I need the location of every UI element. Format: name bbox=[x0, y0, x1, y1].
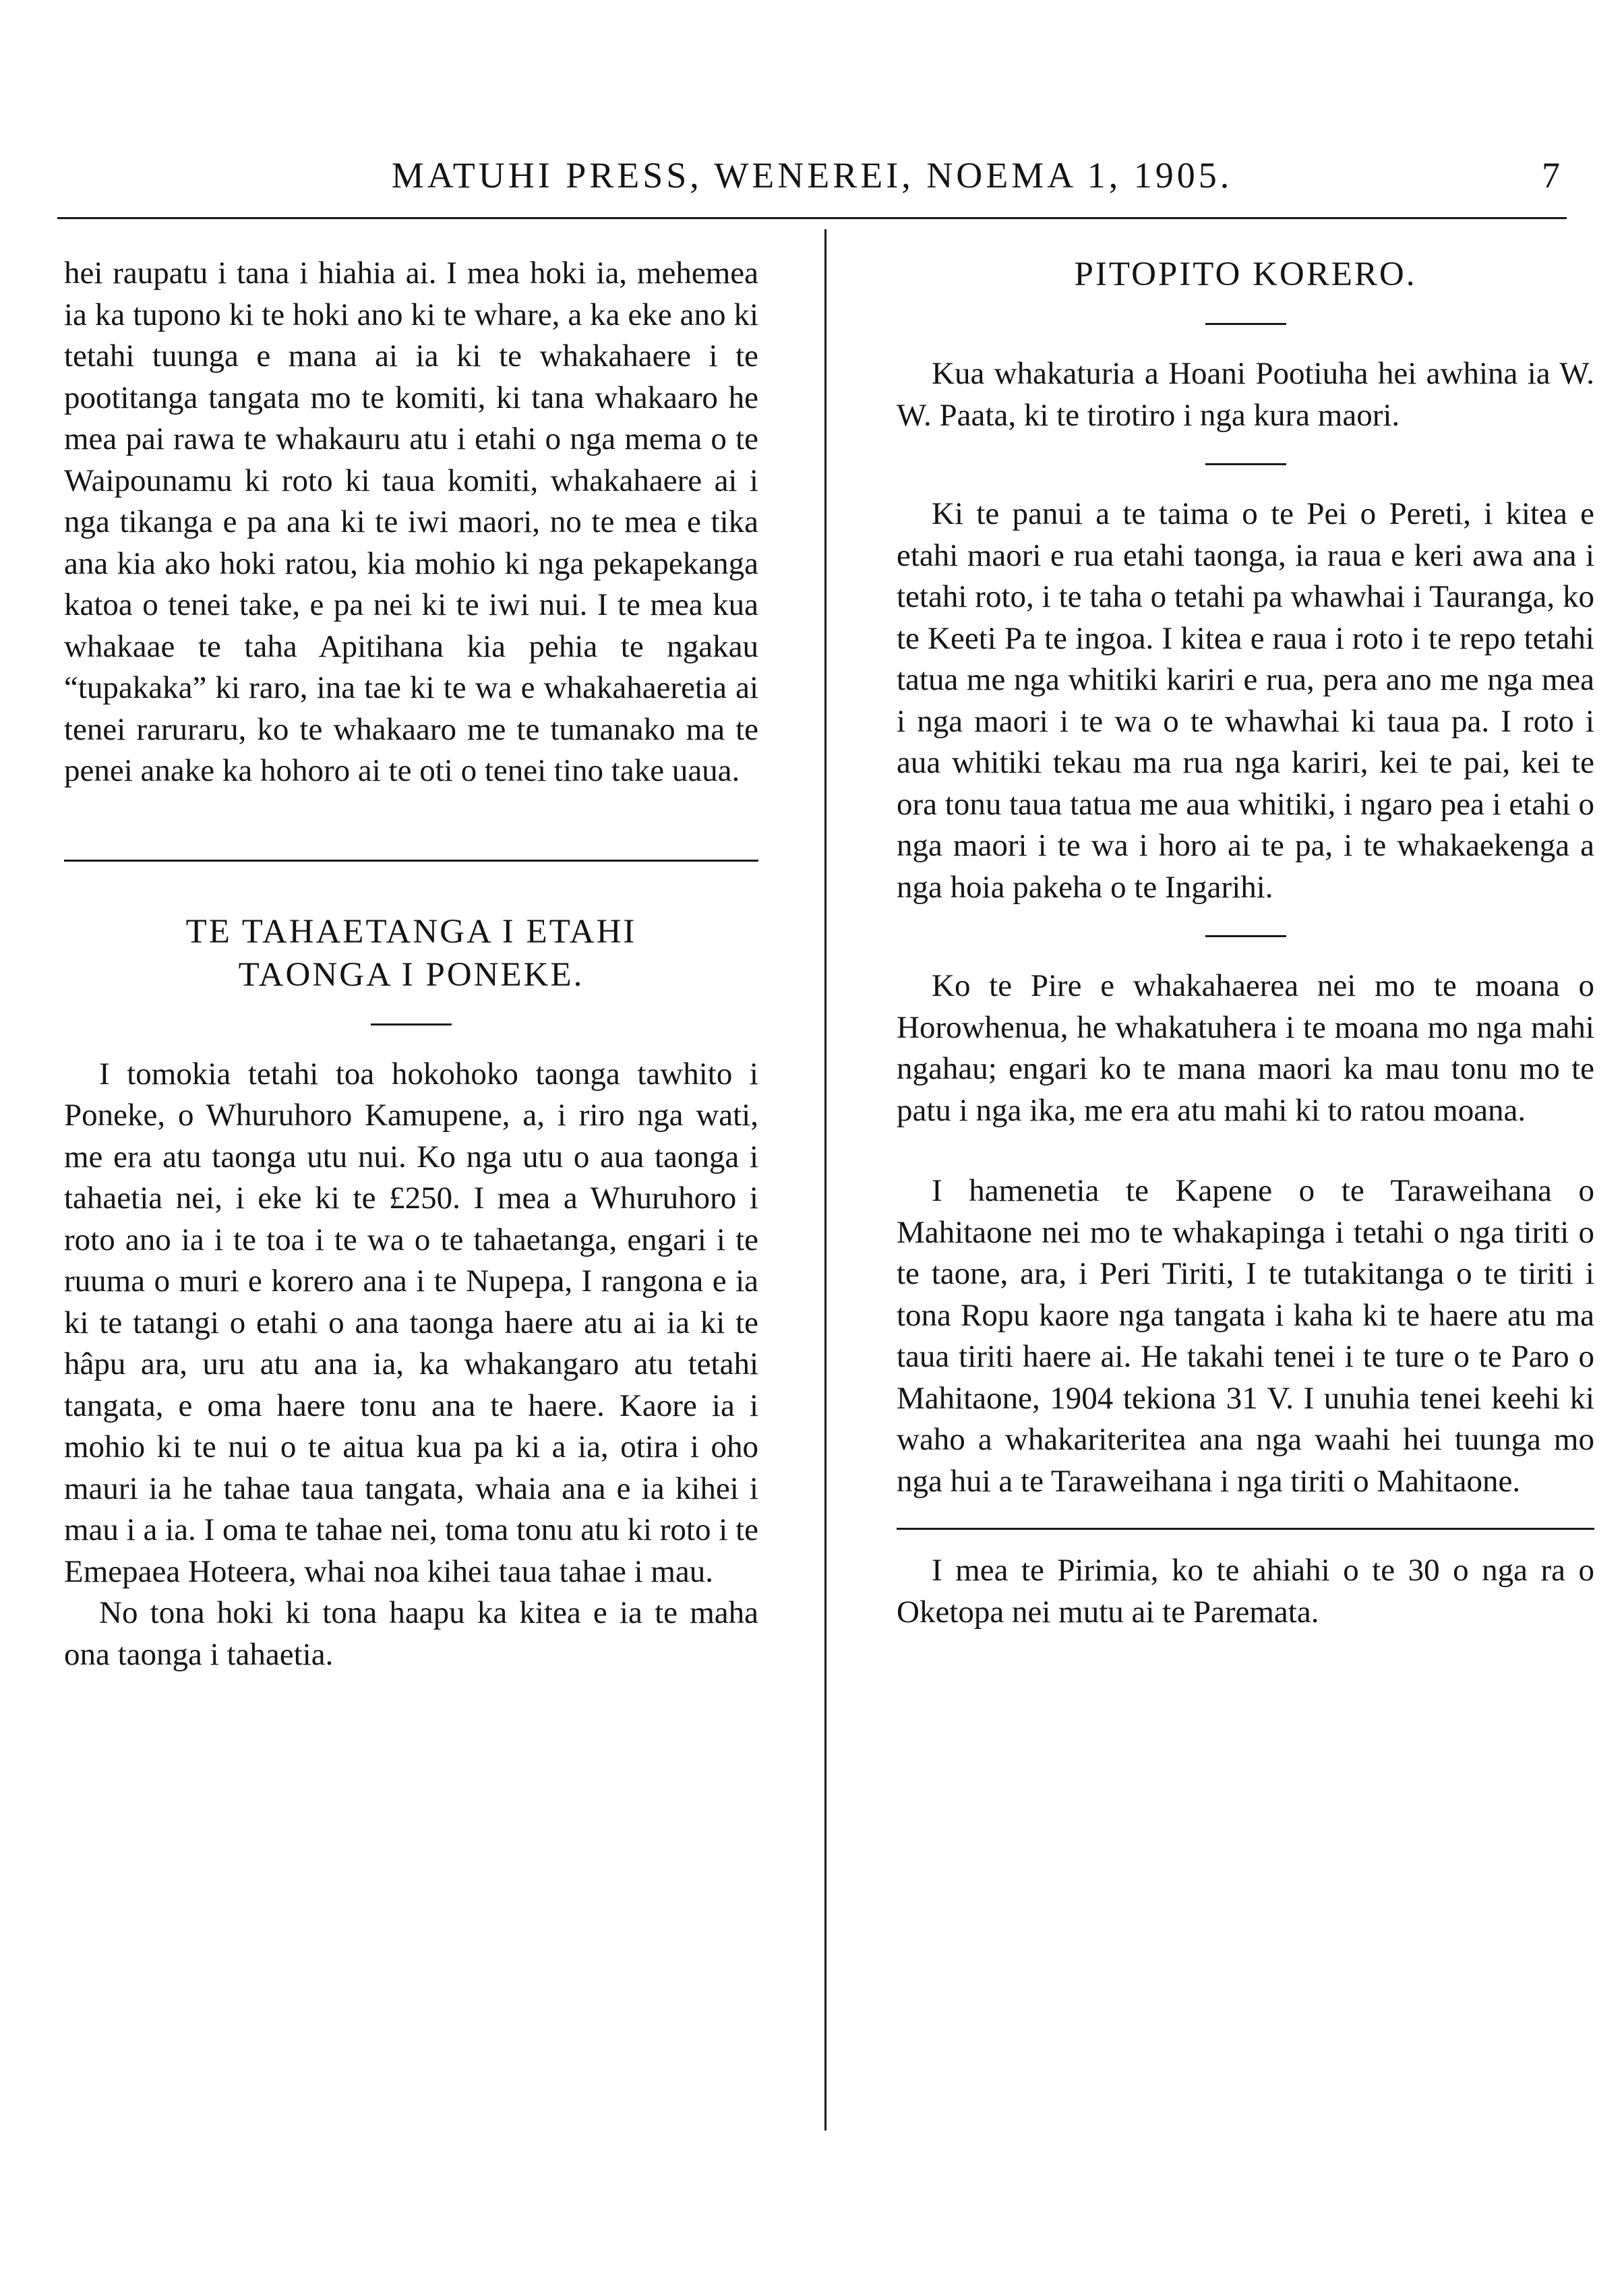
continued-article-paragraph: hei raupatu i tana i hiahia ai. I mea hoki ia, mehemea ia ka tupono ki te hoki ano ki te whare, a ka eke ano ki tetahi tuunga e mana ai ia ki te whakahaere i te pootitanga tangata mo te komiti, ki tana whakaaro he mea pai rawa te whakauru atu i etahi o nga mema o te Waipounamu ki roto ki taua komiti, whakahaere ai i nga tikanga e pa ana ki te iwi maori, no te mea e tika ana kia ako hoki ratou, kia mohio ki nga pekapekanga katoa o tenei take, e pa nei ki te iwi nui. I te mea kua whakaae te taha Apitihana kia pehia te ngakau “tupakaka” ki raro, ina tae ki te wa e whakahaeretia ai tenei raruraru, ko te whakaaro me te tumanako ma te penei anake ka hohoro ai te oti o tenei tino take uaua. bbox=[64, 256, 758, 788]
page-number: 7 bbox=[1542, 155, 1560, 196]
article-heading-line-1: TE TAHAETANGA I ETAHI bbox=[185, 912, 637, 951]
right-column bbox=[897, 253, 1594, 1633]
item-separator-rule bbox=[1205, 935, 1286, 937]
news-item: I mea te Pirimia, ko te ahiahi o te 30 o nga ra o Oketopa nei mutu ai te Paremata. bbox=[897, 1553, 1594, 1630]
item-separator-rule bbox=[1205, 463, 1286, 465]
news-briefs-heading: PITOPITO KORERO. bbox=[1074, 256, 1417, 293]
article-heading-line-2: TAONGA I PONEKE. bbox=[238, 955, 584, 994]
article-paragraph: I tomokia tetahi toa hokohoko taonga tawhito i Poneke, o Whuruhoro Kamupene, a, i riro nga wati, me era atu taonga utu nui. Ko nga utu o aua taonga i tahaetia nei, i eke ki te £250. I mea a Whuruhoro i roto ano ia i te toa i te wa o te tahaetanga, engari i te ruuma o muri e korero ana i te Nupepa, I rangona e ia ki te tatangi o etahi o ana taonga haere atu ai ia ki te hâpu ara, uru atu ana ia, ka whakangaro atu tetahi tangata, e oma haere tonu ana te haere. Kaore ia i mohio ki te nui o te aitua kua pa ki a ia, otira i oho mauri ia he tahae taua tangata, whaia ana e ia kihei i mau i a ia. I oma te tahae nei, toma tonu atu ki roto i te Emepaea Hoteera, whai noa kihei taua tahae i mau. bbox=[64, 1056, 758, 1589]
article-paragraph-closing: No tona hoki ki tona haapu ka kitea e ia te maha ona taonga i tahaetia. bbox=[64, 1595, 758, 1672]
news-item: I hamenetia te Kapene o te Taraweihana o Mahitaone nei mo te whakapinga i tetahi o nga tiriti o te taone, ara, i Peri Tiriti, I te tutakitanga o te tiriti i tona Ropu kaore nga tangata i kaha ki te haere atu ma taua tiriti haere ai. He takahi tenei i te ture o te Paro o Mahitaone, 1904 tekiona 31 V. I unuhia tenei keehi ki waho a whakariteritea ana nga waahi hei tuunga mo nga hui a te Taraweihana i nga tiriti o Mahitaone. bbox=[897, 1173, 1594, 1499]
heading-short-rule bbox=[1205, 323, 1286, 325]
left-column bbox=[64, 253, 758, 1675]
heading-short-rule bbox=[371, 1023, 452, 1025]
column-divider bbox=[824, 229, 826, 2131]
news-item: Kua whakaturia a Hoani Pootiuha hei awhina ia W. W. Paata, ki te tirotiro i nga kura maori. bbox=[897, 356, 1594, 433]
news-item: Ki te panui a te taima o te Pei o Pereti, i kitea e etahi maori e rua etahi taonga, ia raua e keri awa ana i tetahi roto, i te taha o tetahi pa whawhai i Tauranga, ko te Keeti Pa te ingoa. I kitea e raua i roto i te repo tetahi tatua me nga whitiki kariri e rua, pera ano me nga mea i nga maori i te wa o te whawhai ki taua pa. I roto i aua whitiki tekau ma rua nga kariri, kei te pai, kei te ora tonu taua tatua me aua whitiki, i ngaro pea i etahi o nga maori i te wa i horo ai te pa, i te whakaekenga a nga hoia pakeha o te Ingarihi. bbox=[897, 496, 1594, 905]
newspaper-masthead: MATUHI PRESS, WENEREI, NOEMA 1, 1905. bbox=[391, 155, 1233, 196]
header-rule bbox=[57, 217, 1567, 219]
news-item: Ko te Pire e whakahaerea nei mo te moana o Horowhenua, he whakatuhera i te moana mo nga mahi ngahau; engari ko te mana maori ka mau tonu mo te patu i nga ika, me era atu mahi ki to ratou moana. bbox=[897, 968, 1594, 1128]
page-header bbox=[57, 152, 1567, 209]
